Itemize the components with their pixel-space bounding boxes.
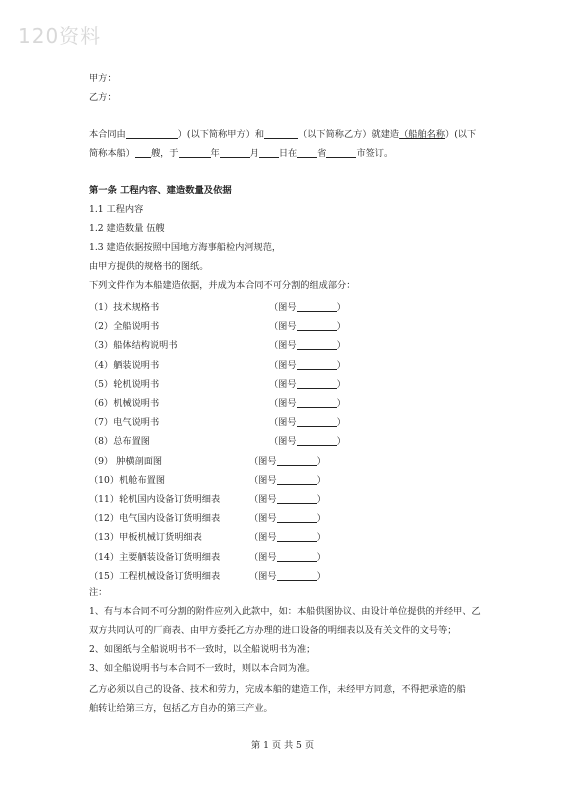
drawing-number-blank[interactable] — [277, 454, 317, 466]
document-title: （14）主要舾装设备订货明细表 — [89, 551, 221, 563]
ship-name-field: （船舶名称 — [399, 129, 446, 140]
drawing-number-blank[interactable] — [297, 434, 337, 446]
watermark: 120资料 — [18, 24, 102, 48]
page-footer: 第 1 页 共 5 页 — [250, 740, 315, 751]
drawing-number-label: （图号 — [269, 398, 297, 409]
section-1-1: 1.1 工程内容 — [89, 204, 144, 215]
preamble-text: ）(以下 — [445, 129, 477, 140]
drawing-number-field — [249, 529, 326, 548]
document-list-item — [89, 376, 489, 395]
document-title: （12）电气国内设备订货明细表 — [89, 513, 221, 525]
document-list-item — [89, 414, 489, 433]
document-title: （15）工程机械设备订货明细表 — [89, 570, 221, 582]
drawing-number-label: （图号 — [249, 532, 277, 544]
drawing-number-label: （图号 — [249, 474, 277, 486]
drawing-number-close: ） — [336, 417, 346, 429]
document-list-item — [89, 472, 489, 491]
drawing-number-label: （图号 — [249, 551, 277, 563]
drawing-number-label: （图号 — [269, 302, 297, 313]
preamble-text: 月 — [249, 148, 259, 159]
drawing-number-close: ） — [316, 532, 326, 544]
drawing-number-close: ） — [316, 551, 326, 563]
drawing-number-blank[interactable] — [277, 530, 317, 542]
document-title: （5）轮机说明书 — [89, 378, 160, 390]
document-title: （7）电气说明书 — [89, 417, 160, 429]
drawing-number-label: （图号 — [269, 436, 297, 448]
drawing-number-label: （图号 — [269, 359, 297, 371]
drawing-number-blank[interactable] — [297, 300, 337, 312]
section-1-3: 1.3 建造依据按照中国地方海事船检内河规范， — [89, 242, 282, 253]
drawing-number-close: ） — [336, 321, 346, 333]
drawing-number-label: （图号 — [269, 321, 297, 333]
drawing-number-label: （图号 — [249, 570, 277, 582]
section-1-2: 1.2 建造数量 伍艘 — [89, 223, 165, 234]
drawing-number-blank[interactable] — [277, 550, 317, 562]
document-list-item — [89, 549, 489, 568]
document-title: （13）甲板机械订货明细表 — [89, 532, 202, 544]
article-1-title: 第一条 工程内容、建造数量及依据 — [89, 185, 232, 196]
drawing-number-label: （图号 — [249, 513, 277, 525]
drawing-number-close: ） — [316, 494, 326, 505]
party-a-label: 甲方： — [89, 73, 117, 84]
drawing-number-close: ） — [336, 378, 346, 390]
drawing-number-blank[interactable] — [297, 377, 337, 389]
preamble-text: 市签订。 — [356, 148, 394, 159]
preamble-text: 简称本船） — [89, 148, 135, 159]
drawing-number-field — [249, 549, 326, 568]
document-list-item — [89, 395, 489, 414]
note-1-line-1: 1、有与本合同不可分割的附件应列入此款中，如：本船供图协议、由设计单位提供的并经甲、乙 — [89, 606, 481, 617]
drawing-number-field — [249, 472, 326, 491]
drawing-number-field — [269, 433, 346, 452]
drawing-number-close: ） — [316, 513, 326, 525]
document-title: （6）机械说明书 — [89, 398, 160, 409]
document-list-item — [89, 453, 489, 472]
note-2: 2、如图纸与全船说明书不一致时，以全船说明书为准； — [89, 644, 316, 655]
document-title: （8）总布置图 — [89, 436, 150, 448]
document-list-item — [89, 337, 489, 356]
preamble-text: 本合同由 — [89, 129, 126, 140]
drawing-number-label: （图号 — [269, 340, 297, 352]
document-title: （3）船体结构说明书 — [89, 340, 178, 352]
drawing-number-blank[interactable] — [297, 319, 337, 331]
preamble-text: 艘，于 — [150, 148, 179, 159]
blank-year[interactable] — [179, 146, 211, 158]
document-list-item — [89, 529, 489, 548]
preamble-text: ）(以下简称甲方）和 — [177, 129, 265, 140]
document-title: （2）全船说明书 — [89, 321, 160, 333]
document-title: （9） 肿横剖面图 — [89, 455, 163, 467]
drawing-number-close: ） — [336, 398, 346, 409]
drawing-number-close: ） — [316, 474, 326, 486]
section-1-3-continued: 由甲方提供的规格书的图纸。 — [89, 261, 209, 272]
blank-count[interactable] — [135, 146, 151, 158]
document-list-item — [89, 491, 489, 510]
drawing-number-field — [269, 357, 346, 376]
blank-party-b[interactable] — [264, 127, 298, 139]
drawing-number-blank[interactable] — [297, 396, 337, 408]
drawing-number-blank[interactable] — [277, 492, 317, 504]
note-label: 注： — [89, 587, 108, 598]
preamble-text: （以下简称乙方）就建造 — [298, 129, 400, 140]
party-b-label: 乙方： — [89, 92, 117, 103]
preamble-line-2 — [89, 145, 393, 164]
drawing-number-label: （图号 — [249, 494, 277, 505]
drawing-number-blank[interactable] — [277, 473, 317, 485]
document-title: （11）轮机国内设备订货明细表 — [89, 494, 221, 505]
blank-city[interactable] — [326, 146, 356, 158]
blank-party-a[interactable] — [126, 127, 178, 139]
drawing-number-close: ） — [316, 455, 326, 467]
document-list-item — [89, 510, 489, 529]
documents-intro: 下列文件作为本船建造依据，并成为本合同不可分割的组成部分： — [89, 280, 356, 291]
blank-month[interactable] — [220, 146, 250, 158]
drawing-number-field — [269, 376, 346, 395]
document-list-item — [89, 433, 489, 452]
drawing-number-field — [249, 568, 326, 587]
drawing-number-label: （图号 — [269, 378, 297, 390]
preamble-text: 年 — [210, 148, 220, 159]
drawing-number-blank[interactable] — [297, 358, 337, 370]
drawing-number-label: （图号 — [269, 417, 297, 429]
note-1-line-2: 双方共同认可的厂商表、由甲方委托乙方办理的进口设备的明细表以及有关文件的文号等； — [89, 625, 457, 636]
document-title: （4）舾装说明书 — [89, 359, 160, 371]
document-list-item — [89, 568, 489, 587]
final-paragraph-line-1: 乙方必须以自己的设备、技术和劳力，完成本船的建造工作，未经甲方同意，不得把承造的船 — [89, 684, 466, 695]
document-list-item — [89, 299, 489, 318]
document-list-item — [89, 318, 489, 337]
note-3: 3、如全船说明书与本合同不一致时，则以本合同为准。 — [89, 663, 316, 674]
drawing-number-close: ） — [336, 340, 346, 352]
drawing-number-close: ） — [336, 302, 346, 313]
blank-day[interactable] — [259, 146, 279, 158]
preamble-line-1 — [89, 126, 476, 145]
document-title: （1）技术规格书 — [89, 302, 160, 313]
blank-province[interactable] — [297, 146, 317, 158]
drawing-number-field — [269, 395, 346, 414]
drawing-number-close: ） — [336, 359, 346, 371]
drawing-number-field — [249, 491, 326, 510]
drawing-number-close: ） — [316, 570, 326, 582]
drawing-number-blank[interactable] — [277, 511, 317, 523]
final-paragraph-line-2: 舶转让给第三方，包括乙方自办的第三产业。 — [89, 703, 273, 714]
drawing-number-field — [269, 337, 346, 356]
drawing-number-field — [269, 318, 346, 337]
drawing-number-close: ） — [336, 436, 346, 448]
drawing-number-field — [249, 510, 326, 529]
preamble-text: 日在 — [278, 148, 298, 159]
document-list-item — [89, 357, 489, 376]
drawing-number-blank[interactable] — [297, 415, 337, 427]
drawing-number-field — [249, 453, 326, 472]
drawing-number-field — [269, 299, 346, 318]
drawing-number-field — [269, 414, 346, 433]
document-title: （10）机舱布置图 — [89, 474, 166, 486]
drawing-number-label: （图号 — [249, 455, 277, 467]
drawing-number-blank[interactable] — [277, 569, 317, 581]
drawing-number-blank[interactable] — [297, 338, 337, 350]
preamble-text: 省 — [317, 148, 327, 159]
